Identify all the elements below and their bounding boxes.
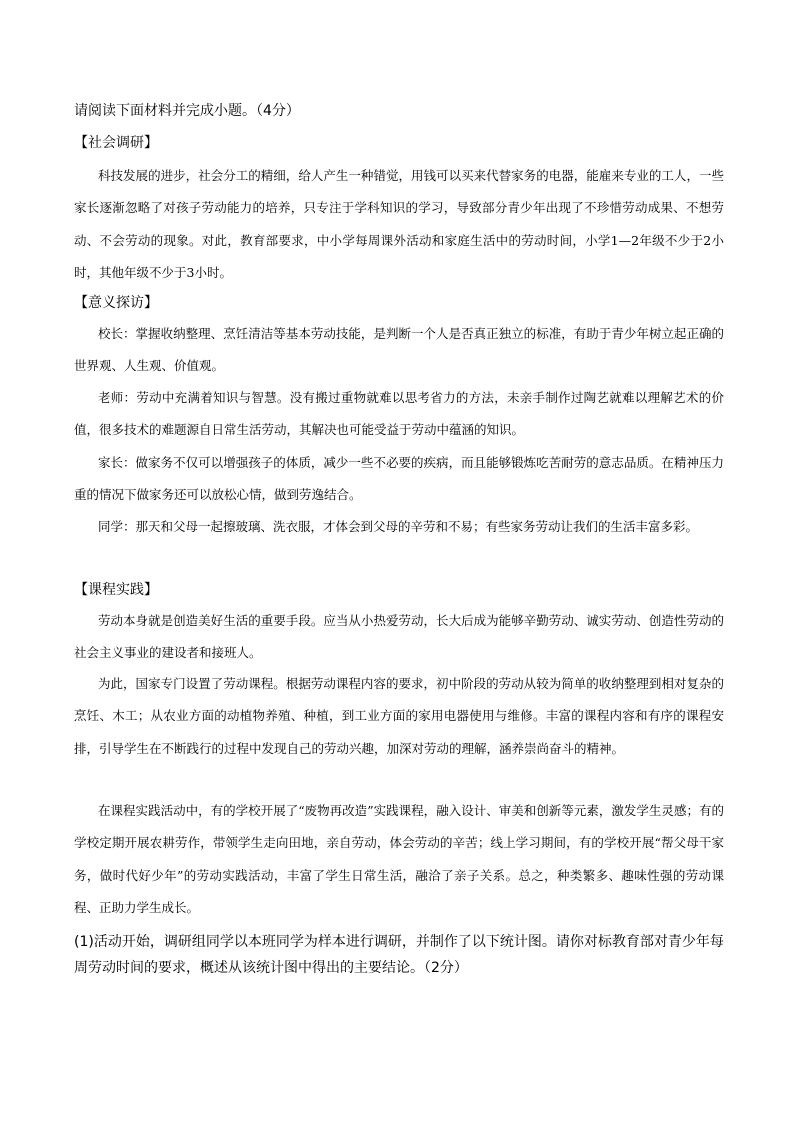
interview-parent: 家长：做家务不仅可以增强孩子的体质，减少一些不必要的疾病，而且能够锻炼吃苦耐劳的意志品质。在精神压力重的情况下做家务还可以放松心情，做到劳逸结合。 bbox=[74, 455, 724, 503]
question-1: (1)活动开始，调研组同学以本班同学为样本进行调研，并制作了以下统计图。请你对标教育部对青少年每周劳动时间的要求，概述从该统计图中得出的主要结论。（2分） bbox=[74, 934, 724, 976]
interview-teacher: 老师：劳动中充满着知识与智慧。没有搬过重物就难以思考省力的方法，未亲手制作过陶艺就难以理解艺术的价值，很多技术的难题源自日常生活劳动，其解决也可能受益于劳动中蕴涵的知识。 bbox=[74, 390, 724, 438]
practice-paragraph-3: 在课程实践活动中，有的学校开展了“废物再改造”实践课程，融入设计、审美和创新等元素，激发学生灵感；有的学校定期开展农耕劳作，带领学生走向田地，亲自劳动，体会劳动的辛苦；线上学习期间，有的学校开展“帮父母干家务，做时代好少年”的劳动实践活动，丰富了学生日常生活，融洽了亲子关系。总之，种类繁多、趣味性强的劳动课程、正助力学生成长。 bbox=[74, 803, 724, 915]
practice-paragraph-1: 劳动本身就是创造美好生活的重要手段。应当从小热爱劳动，长大后成为能够辛勤劳动、诚实劳动、创造性劳动的社会主义事业的建设者和接班人。 bbox=[74, 613, 724, 661]
instruction-text: 请阅读下面材料并完成小题。（4分） bbox=[74, 103, 300, 119]
section-heading-practice: 【课程实践】 bbox=[74, 582, 158, 598]
section-heading-interview: 【意义探访】 bbox=[74, 295, 158, 311]
survey-paragraph: 科技发展的进步，社会分工的精细，给人产生一种错觉，用钱可以买来代替家务的电器，能雇来专业的工人，一些家长逐渐忽略了对孩子劳动能力的培养，只专注于学科知识的学习，导致部分青少年出现了不珍惜劳动成果、不想劳动、不会劳动的现象。对此，教育部要求，中小学每周课外活动和家庭生活中的劳动时间，小学1—2年级不少于2小时，其他年级不少于3小时。 bbox=[74, 168, 724, 280]
interview-principal: 校长：掌握收纳整理、烹饪清洁等基本劳动技能，是判断一个人是否真正独立的标准，有助于青少年树立起正确的世界观、人生观、价值观。 bbox=[74, 326, 724, 374]
practice-paragraph-2: 为此，国家专门设置了劳动课程。根据劳动课程内容的要求，初中阶段的劳动从较为简单的收纳整理到相对复杂的烹饪、木工；从农业方面的动植物养殖、种植，到工业方面的家用电器使用与维修。丰富的课程内容和有序的课程安排，引导学生在不断践行的过程中发现自己的劳动兴趣，加深对劳动的理解，涵养崇尚奋斗的精神。 bbox=[74, 676, 724, 756]
interview-student: 同学：那天和父母一起擦玻璃、洗衣服，才体会到父母的辛劳和不易；有些家务劳动让我们的生活丰富多彩。 bbox=[98, 519, 699, 534]
section-heading-survey: 【社会调研】 bbox=[74, 135, 158, 151]
